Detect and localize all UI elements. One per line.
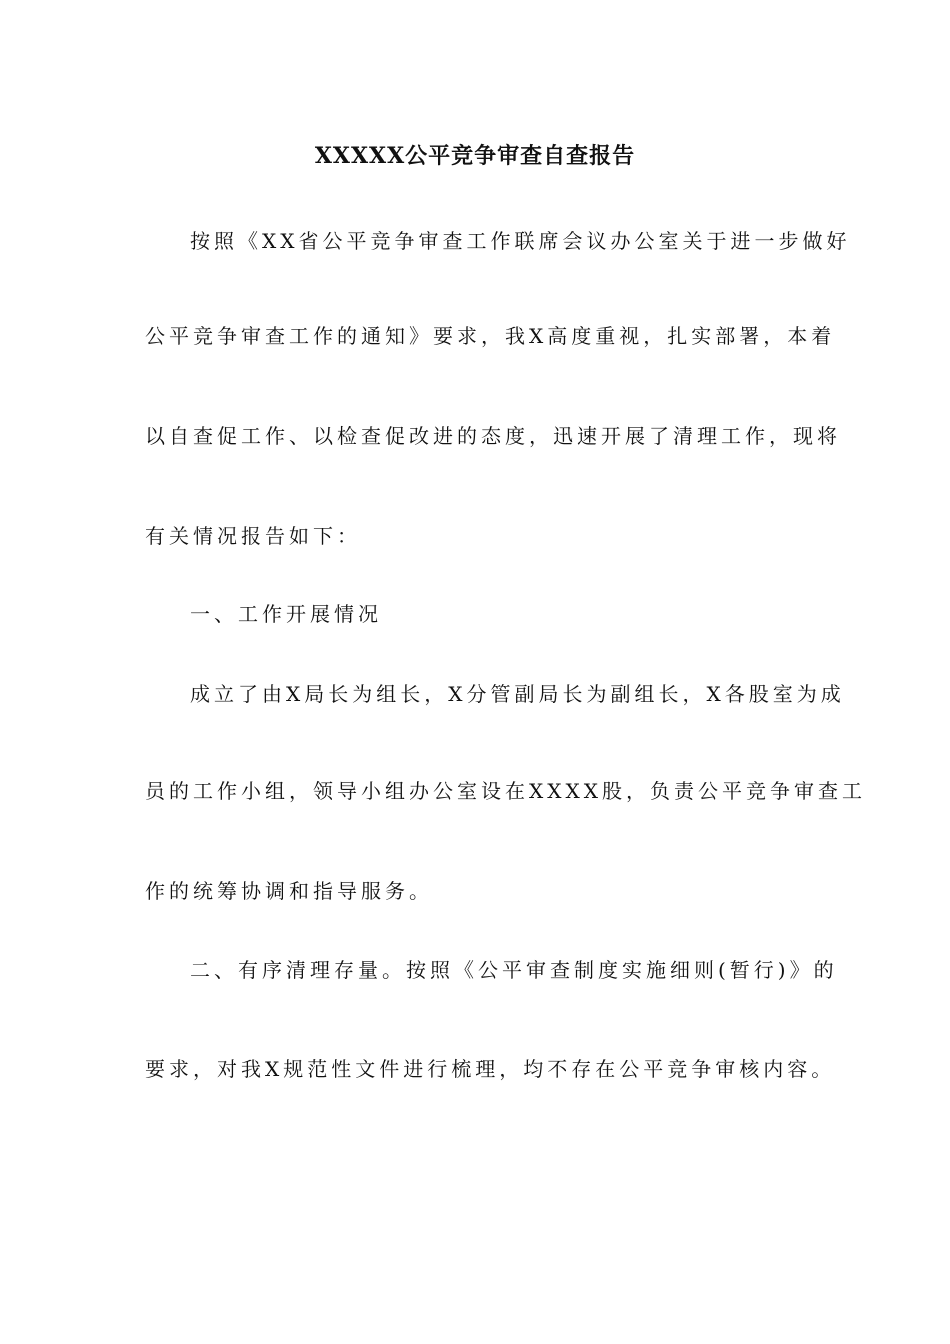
paragraph-1-line-3: 以自查促工作、以检查促改进的态度，迅速开展了清理工作，现将	[145, 424, 841, 448]
document-title: XXXXX公平竞争审查自查报告	[314, 143, 636, 169]
paragraph-2-line-1: 成立了由X局长为组长，X分管副局长为副组长，X各股室为成	[190, 682, 845, 706]
paragraph-1-line-1: 按照《XX省公平竞争审查工作联席会议办公室关于进一步做好	[190, 229, 851, 253]
paragraph-2-line-2: 员的工作小组，领导小组办公室设在XXXX股，负责公平竞争审查工	[145, 779, 866, 803]
paragraph-1-line-2: 公平竞争审查工作的通知》要求，我X高度重视，扎实部署，本着	[145, 324, 836, 348]
paragraph-2-line-3: 作的统筹协调和指导服务。	[145, 879, 433, 903]
section-heading-1: 一、工作开展情况	[190, 602, 382, 626]
paragraph-3-line-2: 要求，对我X规范性文件进行梳理，均不存在公平竞争审核内容。	[145, 1057, 836, 1081]
paragraph-3-line-1: 二、有序清理存量。按照《公平审查制度实施细则(暂行)》的	[190, 958, 838, 982]
paragraph-1-line-4: 有关情况报告如下：	[145, 524, 361, 548]
